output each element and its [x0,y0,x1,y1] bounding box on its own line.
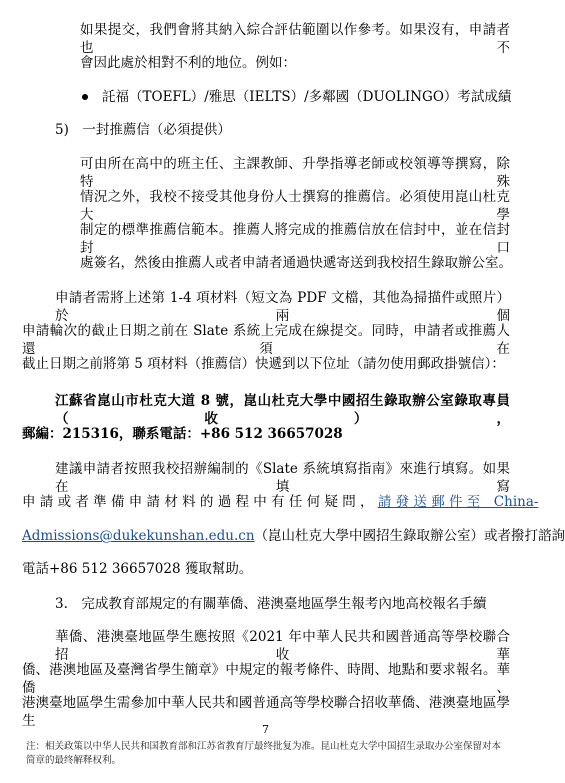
footnote: 注：相关政策以中华人民共和国教育部和江苏省教育厅最终批复为准。昆山杜克大学中国招生录取办公室保留对本简章的最终解释权利。 [26,741,502,766]
paragraph-line: 可由所在高中的班主任、主課教師、升學指導老師或校領導等撰寫，除特殊 [80,156,510,190]
paragraph-line: 申請輪次的截止日期之前在 Slate 系統上完成在線提交。同時，申請者或推薦人還須在 [22,323,510,357]
email-link-text[interactable]: 請 發 送 郵 件 至 China- [377,494,539,510]
paragraph-line: 申請者需將上述第 1-4 項材料（短文為 PDF 文檔，其他為掃描件或照片）於兩個 [55,290,510,324]
paragraph-line: 僑、港澳地區及臺灣省學生簡章》中規定的報考條件、時間、地點和要求報名。華僑、 [22,662,510,696]
paragraph-text: 申 請 或 者 準 備 申 請 材 料 的 過 程 中 有 任 何 疑 問 ， [22,494,374,510]
paragraph-line: 截止日期之前將第 5 項材料（推薦信）快遞到以下位址（請勿使用郵政掛號信）： [22,356,505,372]
bullet-icon [82,94,88,100]
page-number: 7 [262,723,269,736]
paragraph-line: 華僑、港澳臺地區學生應按照《2021 年中華人民共和國普通高等學校聯合招收華 [55,629,510,663]
paragraph-line: 電話+86 512 36657028 獲取幫助。 [22,561,253,577]
paragraph-line: 港澳臺地區學生需參加中華人民共和國普通高等學校聯合招收華僑、港澳臺地區學生 [22,695,510,729]
list-item-registration-procedure: 3. 完成教育部規定的有關華僑、港澳臺地區學生報考內地高校報名手續 [55,596,487,612]
mailing-address: 江蘇省崑山市杜克大道 8 號，崑山杜克大學中國招生錄取辦公室錄取專員（收）， [55,393,510,427]
paragraph-line: 制定的標準推薦信範本。推薦人將完成的推薦信放在信封中，並在信封封口 [80,222,510,256]
paragraph-line [22,493,538,511]
bullet-item-test-scores: 託福（TOEFL）/雅思（IELTS）/多鄰國（DUOLINGO）考試成績 [102,89,512,105]
paragraph-line: 情況之外，我校不接受其他身份人士撰寫的推薦信。必須使用崑山杜克大學 [80,189,510,223]
paragraph-line: 建議申請者按照我校招辦編制的《Slate 系統填寫指南》來進行填寫。如果在填寫 [55,461,510,495]
postcode-phone: 郵編：215316，聯系電話：+86 512 36657028 [22,426,343,442]
paragraph-line: 如果提交，我們會將其納入綜合評估範圍以作參考。如果沒有，申請者也不 [80,22,510,56]
email-link[interactable]: Admissions@dukekunshan.edu.cn [22,528,255,544]
paragraph-line [22,527,565,545]
list-item-recommendation-letter: 5) 一封推薦信（必須提供） [55,122,231,138]
paragraph-text: （崑山杜克大學中國招生錄取辦公室）或者撥打諮詢 [254,528,565,544]
paragraph-line: 會因此處於相對不利的地位。例如： [80,55,296,71]
paragraph-line: 處簽名，然後由推薦人或者申請者通過快遞寄送到我校招生錄取辦公室。 [80,255,512,271]
